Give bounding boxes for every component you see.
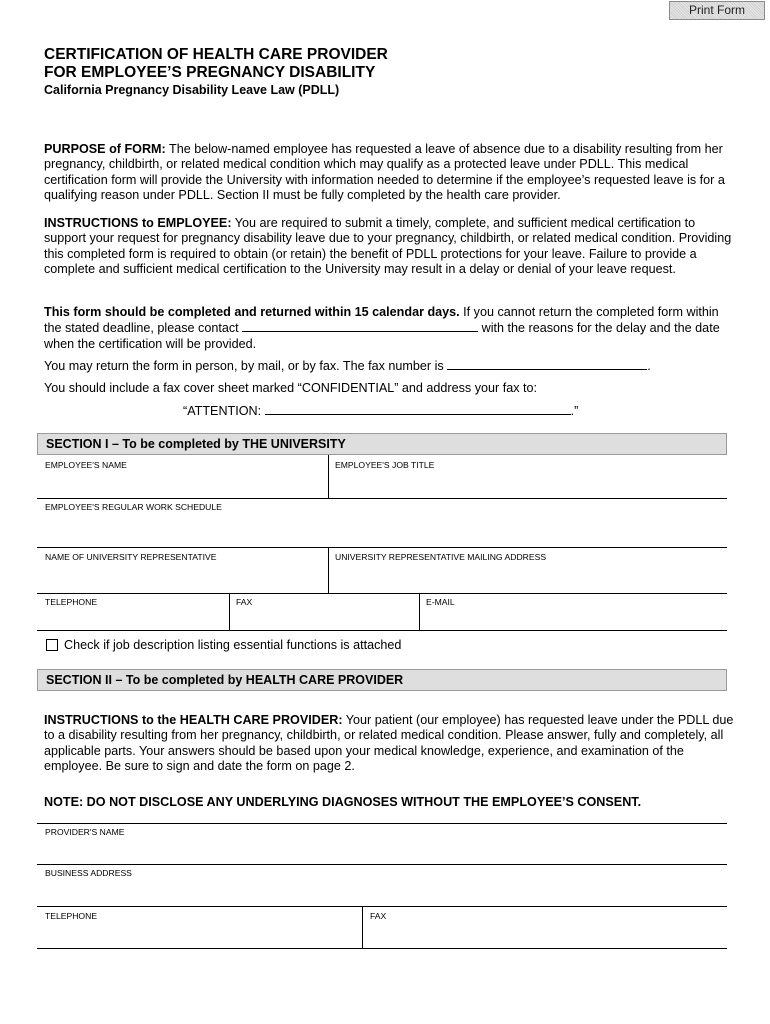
fax-number-line xyxy=(44,358,734,374)
provider-name-label: PROVIDER'S NAME xyxy=(45,827,125,837)
job-title-label: EMPLOYEE'S JOB TITLE xyxy=(335,460,435,470)
purpose-text: The below-named employee has requested a leave of absence due to a disability resulting from her pregnancy, childbirth, or related medical condition which may qualify as a protected leave under PDLL. This medical certification form will provide the University with information needed to determine if the employee’s requested leave is for a qualifying reason under PDLL. Section II must be fully completed by the health care provider. xyxy=(44,142,725,203)
provider-instructions-lead: INSTRUCTIONS to the HEALTH CARE PROVIDER: xyxy=(44,713,343,727)
employee-instructions-lead: INSTRUCTIONS to EMPLOYEE: xyxy=(44,216,232,230)
print-form-button[interactable]: Print Form xyxy=(669,1,765,20)
attention-end: .” xyxy=(570,404,579,418)
deadline-lead: This form should be completed and returned within 15 calendar days. xyxy=(44,305,460,319)
section-1-fax-label: FAX xyxy=(236,597,253,607)
rep-name-label: NAME OF UNIVERSITY REPRESENTATIVE xyxy=(45,552,217,562)
section-2-telephone-label: TELEPHONE xyxy=(45,911,98,921)
job-description-checkbox[interactable] xyxy=(46,639,58,651)
rep-address-label: UNIVERSITY REPRESENTATIVE MAILING ADDRESS xyxy=(335,552,547,562)
form-title-line-2: FOR EMPLOYEE’S PREGNANCY DISABILITY xyxy=(44,64,376,81)
attention-line xyxy=(183,403,683,419)
purpose-paragraph xyxy=(44,142,734,204)
form-title xyxy=(44,46,744,82)
work-schedule-label: EMPLOYEE'S REGULAR WORK SCHEDULE xyxy=(45,502,222,512)
divider xyxy=(328,547,329,593)
diagnosis-note: NOTE: DO NOT DISCLOSE ANY UNDERLYING DIAGNOSES WITHOUT THE EMPLOYEE’S CONSENT. xyxy=(44,795,642,809)
divider xyxy=(229,593,230,630)
divider xyxy=(37,948,727,949)
provider-instructions-text: Your patient (our employee) has requested leave under the PDLL due to a disability resulting from her pregnancy, childbirth, or related medical condition. Please answer, fully and completely, all applicable parts. Your answers should be based upon your medical knowledge, experience, and examination of the employee. Be sure to sign and date the form on page 2. xyxy=(44,713,734,774)
fax-number-text: You may return the form in person, by mail, or by fax. The fax number is xyxy=(44,359,448,373)
divider xyxy=(419,593,420,630)
deadline-text-2: with the reasons for the delay and the date when the certification will be provided. xyxy=(44,321,720,351)
fax-number-end: . xyxy=(647,359,651,373)
provider-instructions-paragraph xyxy=(44,713,734,775)
section-1-telephone-label: TELEPHONE xyxy=(45,597,98,607)
employee-instructions-paragraph xyxy=(44,216,734,278)
form-title-line-1: CERTIFICATION OF HEALTH CARE PROVIDER xyxy=(44,46,388,63)
deadline-paragraph xyxy=(44,305,734,352)
fax-number-blank-field[interactable] xyxy=(447,358,647,370)
divider xyxy=(37,823,727,824)
divider xyxy=(362,906,363,948)
deadline-text-1: If you cannot return the completed form within the stated deadline, please contact xyxy=(44,305,719,336)
divider xyxy=(37,498,727,499)
section-2-fax-label: FAX xyxy=(370,911,387,921)
employee-name-label: EMPLOYEE'S NAME xyxy=(45,460,127,470)
divider xyxy=(37,864,727,865)
cover-sheet-line: You should include a fax cover sheet marked “CONFIDENTIAL” and address your fax to: xyxy=(44,381,538,395)
divider xyxy=(328,455,329,498)
employee-instructions-text: You are required to submit a timely, complete, and sufficient medical certification to support your request for pregnancy disability leave due to your pregnancy, childbirth, or related medical condition. Providing this completed form is required to obtain (or retain) the benefit of PDLL protections for your leave. Failure to provide a complete and sufficient medical certification to the University may result in a delay or denial of your leave request. xyxy=(44,216,732,277)
job-description-checkbox-label: Check if job description listing essential functions is attached xyxy=(64,638,402,652)
form-subtitle: California Pregnancy Disability Leave Law (PDLL) xyxy=(44,83,340,97)
divider xyxy=(37,593,727,594)
section-1-header: SECTION I – To be completed by THE UNIVERSITY xyxy=(37,433,727,455)
divider xyxy=(37,547,727,548)
attention-blank-field[interactable] xyxy=(265,403,571,415)
section-1-email-label: E-MAIL xyxy=(426,597,455,607)
attention-text: “ATTENTION: xyxy=(183,404,265,418)
section-2-header: SECTION II – To be completed by HEALTH CARE PROVIDER xyxy=(37,669,727,691)
purpose-lead: PURPOSE of FORM: xyxy=(44,142,166,156)
business-address-label: BUSINESS ADDRESS xyxy=(45,868,132,878)
divider xyxy=(37,906,727,907)
contact-blank-field[interactable] xyxy=(242,320,478,332)
divider xyxy=(37,630,727,631)
